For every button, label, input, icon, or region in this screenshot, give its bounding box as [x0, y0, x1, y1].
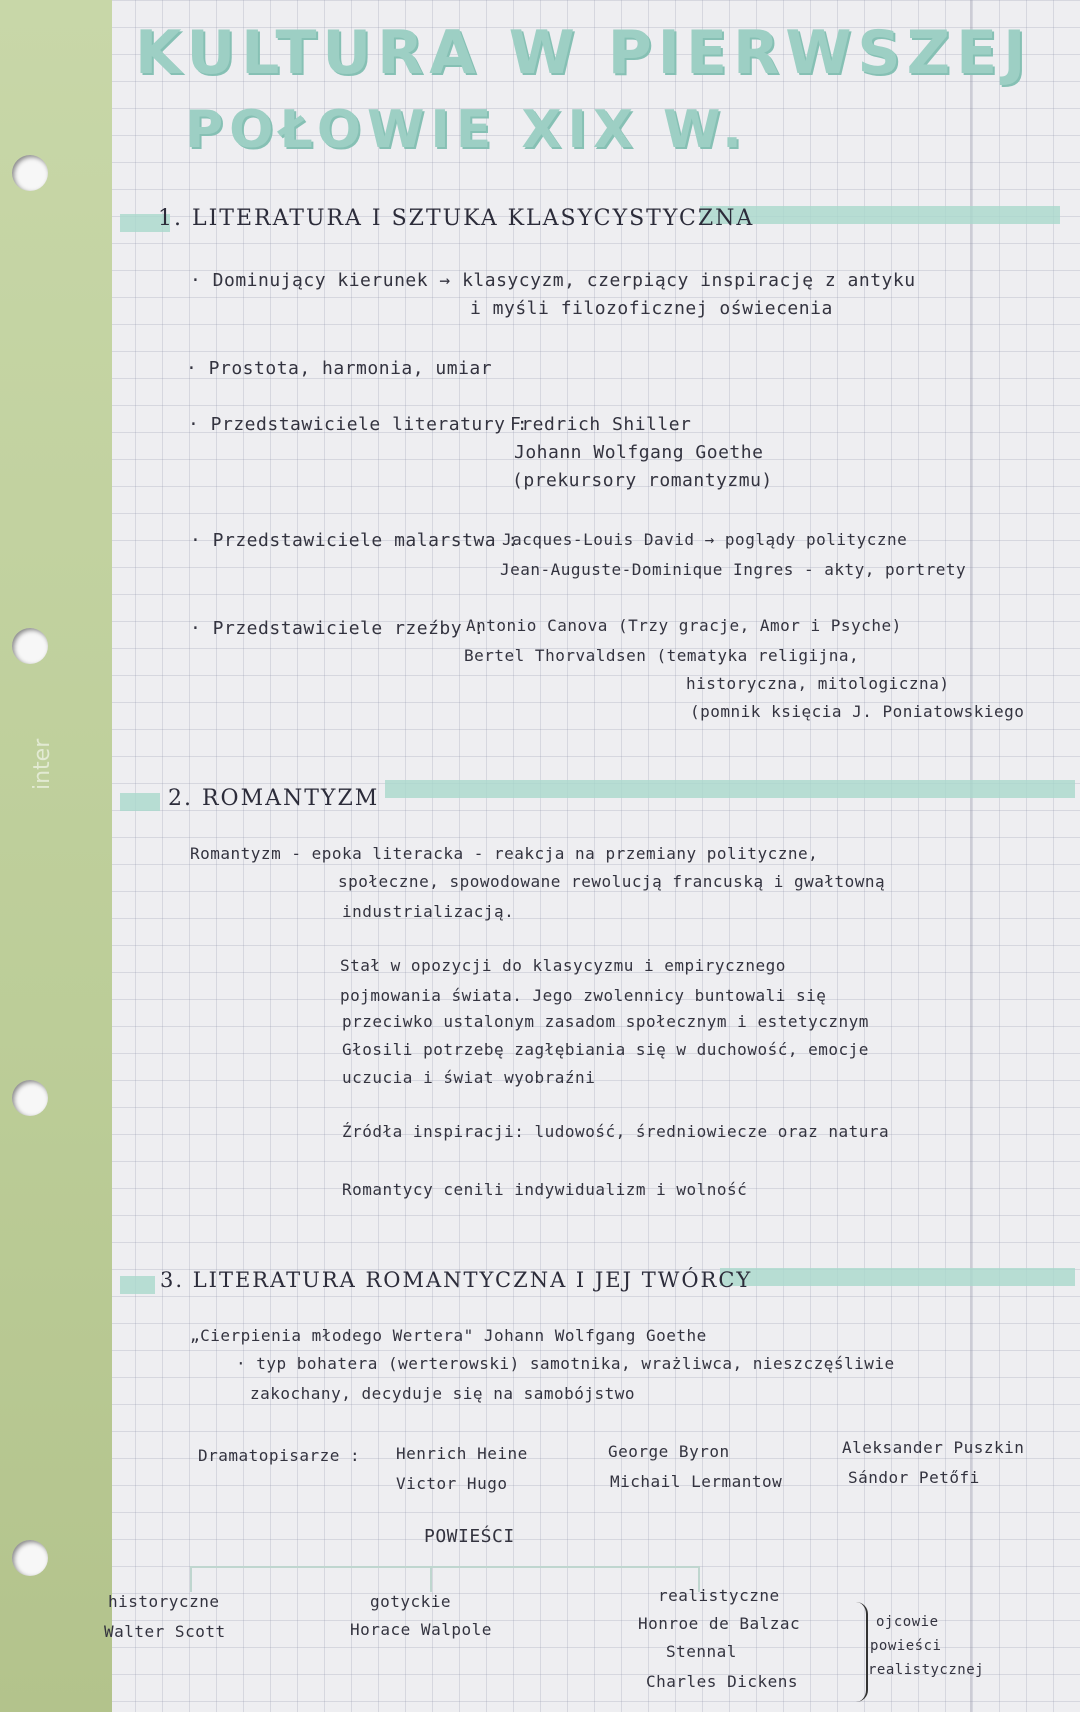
- paragraph-line: zakochany, decyduje się na samobójstwo: [250, 1384, 636, 1403]
- genre-label: gotyckie: [370, 1592, 452, 1611]
- author-name: Aleksander Puszkin: [842, 1438, 1025, 1457]
- paragraph-line: przeciwko ustalonym zasadom społecznym i estetycznym: [342, 1012, 869, 1031]
- page-title-line2: POŁOWIE XIX W.: [185, 100, 748, 160]
- section-heading: 1. LITERATURA I SZTUKA KLASYCYSTYCZNA: [158, 206, 755, 231]
- bullet-label: · Przedstawiciele rzeźby :: [190, 618, 485, 639]
- genre-label: realistyczne: [658, 1586, 780, 1605]
- author-name: Michail Lermantow: [610, 1472, 783, 1491]
- author-name: Honroe de Balzac: [638, 1614, 801, 1633]
- genre-label: historyczne: [108, 1592, 220, 1611]
- paragraph-line: „Cierpienia młodego Wertera" Johann Wolfgang Goethe: [190, 1326, 707, 1345]
- notebook-margin: [0, 0, 112, 1712]
- author-name: Horace Walpole: [350, 1620, 492, 1639]
- annotation: realistycznej: [868, 1662, 985, 1678]
- paragraph-line: Romantyzm - epoka literacka - reakcja na przemiany polityczne,: [190, 844, 819, 863]
- annotation: powieści: [870, 1638, 942, 1654]
- bullet-text: · Dominujący kierunek → klasycyzm, czerpiący inspirację z antyku: [190, 270, 916, 291]
- paragraph-line: Romantycy cenili indywidualizm i wolność: [342, 1180, 748, 1199]
- heading-highlight: [120, 1276, 155, 1294]
- paragraph-line: pojmowania świata. Jego zwolennicy buntowali się: [340, 986, 827, 1005]
- bullet-label: · Przedstawiciele literatury :: [188, 414, 529, 435]
- heading-highlight: [720, 1268, 1075, 1286]
- binder-hole: [12, 1540, 48, 1576]
- paragraph-line: industrializacją.: [342, 902, 515, 921]
- heading-highlight: [385, 780, 1075, 798]
- paragraph-line: Stał w opozycji do klasycyzmu i empirycznego: [340, 956, 786, 975]
- section-heading: 3. LITERATURA ROMANTYCZNA I JEJ TWÓRCY: [160, 1268, 753, 1292]
- author-name: Victor Hugo: [396, 1474, 508, 1493]
- list-item: Johann Wolfgang Goethe: [514, 442, 764, 463]
- author-name: George Byron: [608, 1442, 730, 1461]
- watermark: inter: [30, 738, 55, 790]
- list-item: (prekursory romantyzmu): [512, 470, 773, 491]
- author-name: Sándor Petőfi: [848, 1468, 980, 1487]
- bullet-text: · Prostota, harmonia, umiar: [186, 358, 493, 379]
- list-item: Antonio Canova (Trzy gracje, Amor i Psyche): [466, 616, 902, 635]
- heading-highlight: [120, 793, 160, 811]
- list-label: Dramatopisarze :: [198, 1446, 361, 1465]
- page-title: KULTURA W PIERWSZEJ: [135, 18, 1032, 88]
- author-name: Henrich Heine: [396, 1444, 528, 1463]
- diagram-connector: [430, 1566, 432, 1592]
- diagram-connector: [190, 1566, 192, 1592]
- section-heading: 2. ROMANTYZM: [168, 786, 380, 811]
- brace: [856, 1602, 868, 1702]
- diagram-root: POWIEŚCI: [424, 1526, 515, 1547]
- author-name: Stennal: [666, 1642, 737, 1661]
- paragraph-line: · typ bohatera (werterowski) samotnika, wrażliwca, nieszczęśliwie: [236, 1354, 895, 1373]
- list-item: (pomnik księcia J. Poniatowskiego: [690, 702, 1025, 721]
- bullet-label: · Przedstawiciele malarstwa :: [190, 530, 519, 551]
- diagram-connector: [190, 1566, 700, 1568]
- author-name: Walter Scott: [104, 1622, 226, 1641]
- paragraph-line: Źródła inspiracji: ludowość, średniowiecze oraz natura: [342, 1122, 890, 1141]
- list-item: Jean-Auguste-Dominique Ingres - akty, portrety: [500, 560, 967, 579]
- paragraph-line: społeczne, spowodowane rewolucją francuską i gwałtowną: [338, 872, 886, 891]
- paragraph-line: Głosili potrzebę zagłębiania się w duchowość, emocje: [342, 1040, 869, 1059]
- author-name: Charles Dickens: [646, 1672, 798, 1691]
- list-item: Bertel Thorvaldsen (tematyka religijna,: [464, 646, 860, 665]
- annotation: ojcowie: [876, 1614, 939, 1630]
- bullet-text: i myśli filozoficznej oświecenia: [470, 298, 833, 319]
- list-item: Jacques-Louis David → poglądy polityczne: [502, 530, 908, 549]
- binder-hole: [12, 628, 48, 664]
- binder-hole: [12, 1080, 48, 1116]
- list-item: Fredrich Shiller: [510, 414, 692, 435]
- list-item: historyczna, mitologiczna): [686, 674, 950, 693]
- paragraph-line: uczucia i świat wyobraźni: [342, 1068, 596, 1087]
- binder-hole: [12, 155, 48, 191]
